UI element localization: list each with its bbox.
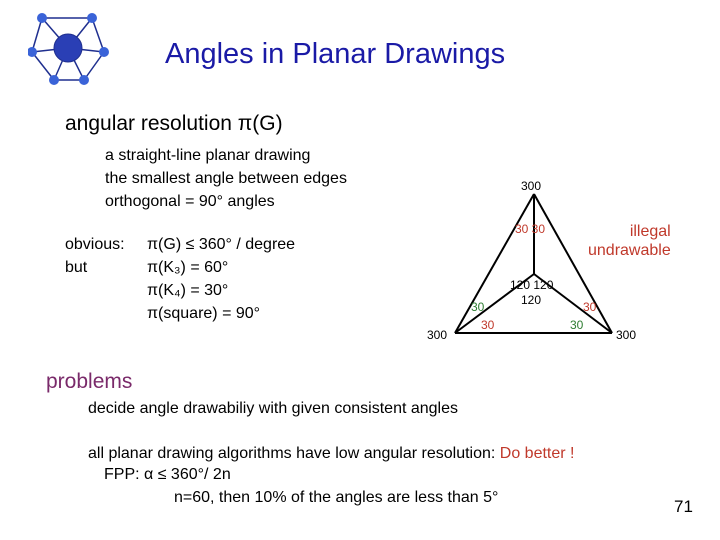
- example-label: [65, 302, 147, 325]
- example-row: [65, 279, 295, 302]
- page-title: Angles in Planar Drawings: [165, 38, 506, 70]
- problems-heading: problems: [46, 370, 133, 393]
- example-label: [65, 279, 147, 302]
- example-row: [65, 233, 295, 256]
- left-inner-angle-label: 30: [471, 300, 485, 314]
- example-row: [65, 302, 295, 325]
- problem-line: decide angle drawabiliy with given consistent angles: [88, 400, 458, 417]
- example-label: obvious:: [65, 236, 125, 253]
- definition-list: [105, 144, 347, 213]
- example-text: π(G) ≤ 360° / degree: [147, 236, 296, 253]
- problem-text: all planar drawing algorithms have low angular resolution:: [88, 445, 500, 462]
- problem-line: [88, 445, 574, 463]
- right-inner-angle-label-2: 30: [570, 318, 584, 332]
- k4-triangle-diagram: [415, 170, 655, 350]
- illegal-note-line: illegal: [629, 223, 671, 240]
- examples-block: [65, 233, 295, 325]
- example-row: [65, 256, 295, 279]
- illegal-note: [588, 222, 671, 260]
- page-number: 71: [674, 497, 693, 516]
- section-heading: angular resolution π(G): [65, 112, 283, 135]
- definition-line: the smallest angle between edges: [105, 170, 347, 187]
- graph-logo-icon: [28, 10, 110, 88]
- example-text: π(K₄) = 30°: [147, 282, 229, 299]
- left-inner-angle-label-2: 30: [481, 318, 495, 332]
- right-inner-angle-label: 30: [583, 300, 597, 314]
- definition-line: orthogonal = 90° angles: [105, 193, 275, 210]
- center-bottom-angle-label: 120: [521, 293, 542, 307]
- definition-line: a straight-line planar drawing: [105, 147, 311, 164]
- example-text: π(K₃) = 60°: [147, 259, 229, 276]
- highlight-text: Do better !: [499, 445, 575, 462]
- illegal-note-line: undrawable: [588, 242, 671, 259]
- example-text: π(square) = 90°: [147, 305, 261, 322]
- fpp-line-2: n=60, then 10% of the angles are less than 5°: [174, 489, 499, 506]
- top-outer-angle-label: 300: [521, 179, 542, 193]
- center-angles-label: 120 120: [510, 278, 554, 292]
- example-label: but: [65, 259, 88, 276]
- right-outer-angle-label: 300: [616, 328, 637, 342]
- left-outer-angle-label: 300: [427, 328, 448, 342]
- fpp-line: FPP: α ≤ 360°/ 2n: [104, 466, 231, 483]
- top-angles-label: 30 30: [515, 222, 546, 236]
